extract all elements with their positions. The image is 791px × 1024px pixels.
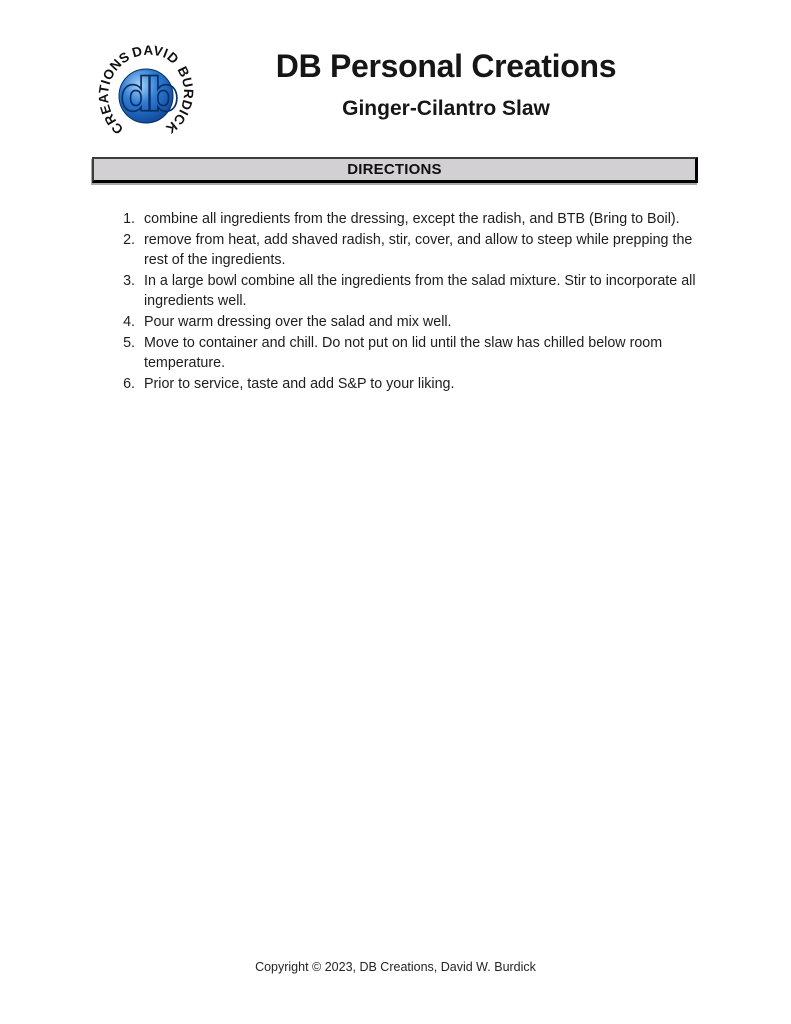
copyright-footer: Copyright © 2023, DB Creations, David W. Burdick [255, 960, 536, 974]
direction-step: 2. remove from heat, add shaved radish, stir, cover, and allow to steep while prepping the rest of the ingredients. [139, 230, 708, 271]
company-logo [94, 40, 198, 150]
recipe-title: Ginger-Cilantro Slaw [342, 97, 550, 120]
direction-step: 3. In a large bowl combine all the ingredients from the salad mixture. Stir to incorporate all ingredients well. [139, 271, 708, 312]
header-block [196, 48, 696, 121]
logo-arc-burdick: BURDICK [162, 63, 197, 137]
logo-monogram: db [120, 68, 172, 122]
direction-step: 6. Prior to service, taste and add S&P to your liking. [139, 374, 708, 395]
direction-step: 5. Move to container and chill. Do not put on lid until the slaw has chilled below room temperature. [139, 333, 708, 374]
direction-step: 1. combine all ingredients from the dressing, except the radish, and BTB (Bring to Boil). [139, 209, 708, 230]
directions-banner [92, 157, 698, 183]
db-sphere-logo-icon [94, 40, 198, 150]
logo-arc-creations: CREATIONS [95, 48, 133, 138]
directions-heading: DIRECTIONS [347, 161, 442, 178]
directions-section [92, 209, 708, 394]
directions-list [92, 209, 708, 394]
logo-arc-david: DAVID [130, 42, 182, 68]
page-title: DB Personal Creations [275, 48, 617, 84]
direction-step: 4. Pour warm dressing over the salad and mix well. [139, 312, 708, 333]
